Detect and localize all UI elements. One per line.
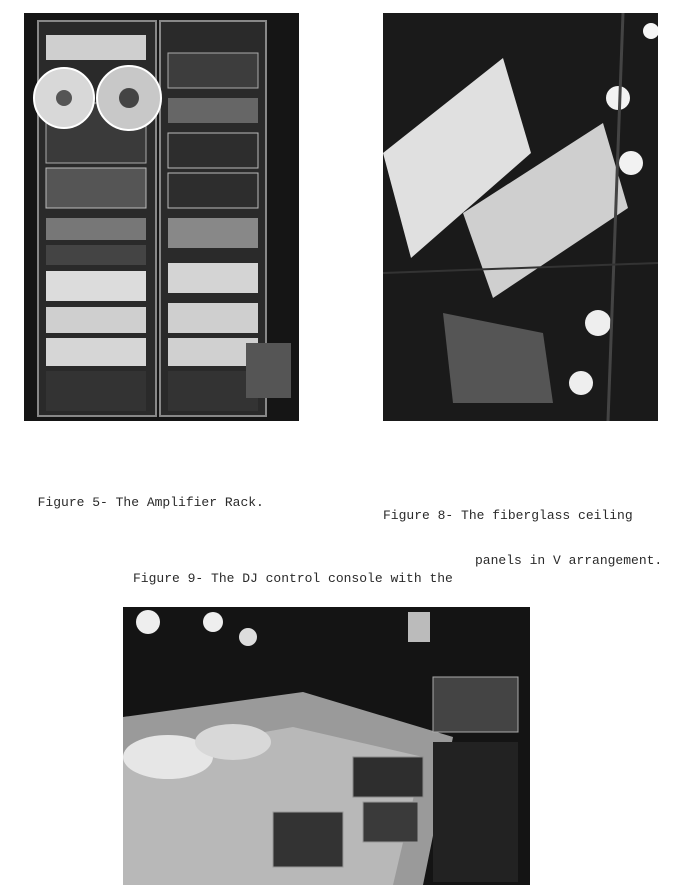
amplifier-rack-image xyxy=(24,13,299,421)
figure-8-caption-line-2: panels in V arrangement. xyxy=(475,553,663,568)
figure-5-caption xyxy=(22,480,264,510)
figure-5-caption-line-1: Figure 5- The Amplifier Rack. xyxy=(37,495,264,510)
figure-8-caption-line-1: Figure 8- The fiberglass ceiling xyxy=(383,508,633,523)
dj-console-image xyxy=(123,607,530,885)
figure-9-caption-line-1: Figure 9- The DJ control console with the xyxy=(133,571,453,586)
figure-5-photo xyxy=(24,13,299,421)
figure-8-photo xyxy=(383,13,658,421)
ceiling-panels-image xyxy=(383,13,658,421)
figure-9-photo xyxy=(123,607,530,885)
